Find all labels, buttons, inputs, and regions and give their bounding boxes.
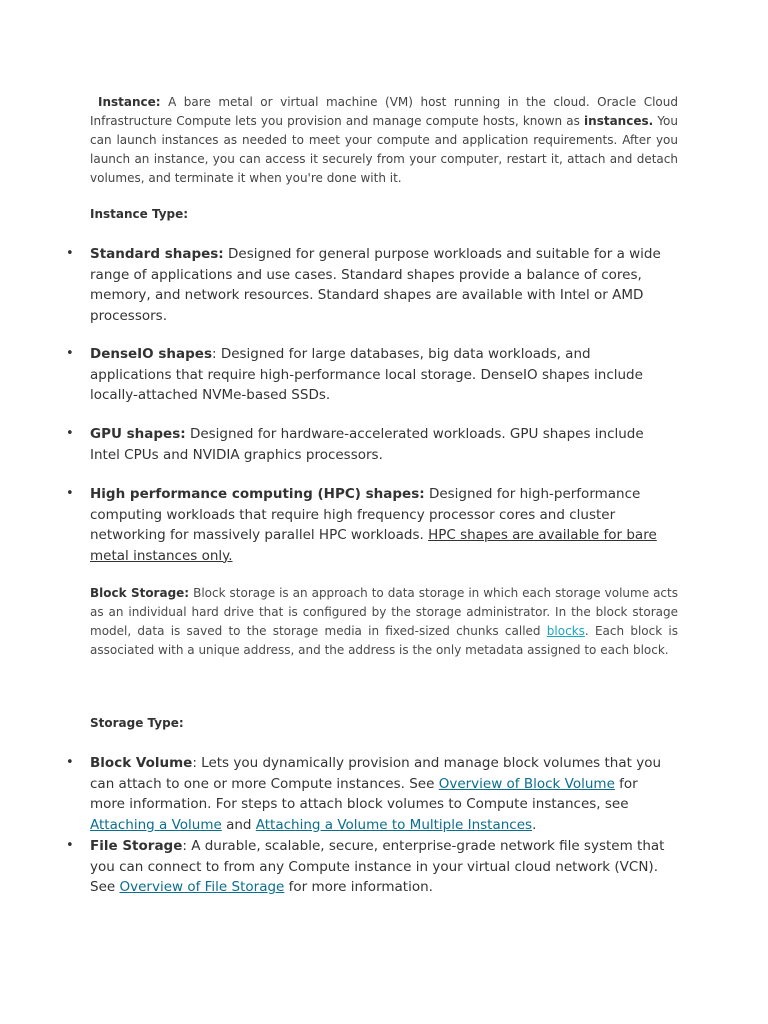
attaching-volume-multiple-link[interactable]: Attaching a Volume to Multiple Instances	[255, 816, 533, 833]
list-item-block-volume: • Block Volume: Lets you dynamically provision and manage block volumes that you can attach to one or more Compute instances. See Overview of Block Volume for more information. For steps to attach block volumes to Compute instances, see Attaching a Volume and Attaching a Volume to Multiple Instances.	[66, 755, 662, 833]
list-item-denseio-shapes: • DenseIO shapes: Designed for large databases, big data workloads, and applications that require high-performance local storage. DenseIO shapes include locally-attached NVMe-based SSDs.	[66, 346, 643, 403]
bullet-icon: •	[66, 486, 74, 501]
instance-term: Instance:	[98, 95, 161, 109]
instance-type-heading: Instance Type:	[90, 207, 189, 221]
overview-block-volume-link[interactable]: Overview of Block Volume	[438, 775, 615, 792]
hpc-note: HPC shapes are available for bare metal instances only.	[90, 527, 657, 564]
blocks-link[interactable]: blocks	[546, 624, 585, 638]
instance-intro-paragraph: Instance: A bare metal or virtual machine (VM) host running in the cloud. Oracle Cloud Infrastructure Compute lets you provision and manage compute hosts, known as instances. You can launch instances as needed to meet your compute and application requirements. After you launch an instance, you can access it securely from your computer, restart it, attach and detach volumes, and terminate it when you're done with it.	[90, 95, 679, 185]
bullet-icon: •	[66, 755, 74, 770]
list-item-hpc-shapes: • High performance computing (HPC) shapes: Designed for high-performance computing workloads that require high frequency processor cores and cluster networking for massively parallel HPC workloads. HPC shapes are available for bare metal instances only.	[66, 486, 657, 564]
bullet-icon: •	[66, 246, 74, 261]
list-item-standard-shapes: • Standard shapes: Designed for general purpose workloads and suitable for a wide range of applications and use cases. Standard shapes provide a balance of cores, memory, and network resources. Standard shapes are available with Intel or AMD processors.	[66, 246, 661, 324]
instances-bold: instances.	[584, 114, 654, 128]
bullet-icon: •	[66, 346, 74, 361]
attaching-volume-link[interactable]: Attaching a Volume	[90, 816, 222, 833]
overview-file-storage-link[interactable]: Overview of File Storage	[119, 879, 285, 895]
bullet-icon: •	[66, 426, 74, 441]
list-item-gpu-shapes: • GPU shapes: Designed for hardware-accelerated workloads. GPU shapes include Intel CPUs and NVIDIA graphics processors.	[66, 426, 644, 463]
block-storage-term: Block Storage:	[90, 586, 190, 600]
block-storage-paragraph: Block Storage: Block storage is an approach to data storage in which each storage volume acts as an individual hard drive that is configured by the storage administrator. In the block storage model, data is saved to the storage media in fixed-sized chunks called blocks. Each block is associated with a unique address, and the address is the only metadata assigned to each block.	[90, 586, 678, 657]
storage-type-heading: Storage Type:	[90, 716, 184, 730]
bullet-icon: •	[66, 838, 74, 853]
list-item-file-storage: • File Storage: A durable, scalable, secure, enterprise-grade network file system that you can connect to from any Compute instance in your virtual cloud network (VCN). See Overview of File Storage for more information.	[66, 838, 665, 895]
